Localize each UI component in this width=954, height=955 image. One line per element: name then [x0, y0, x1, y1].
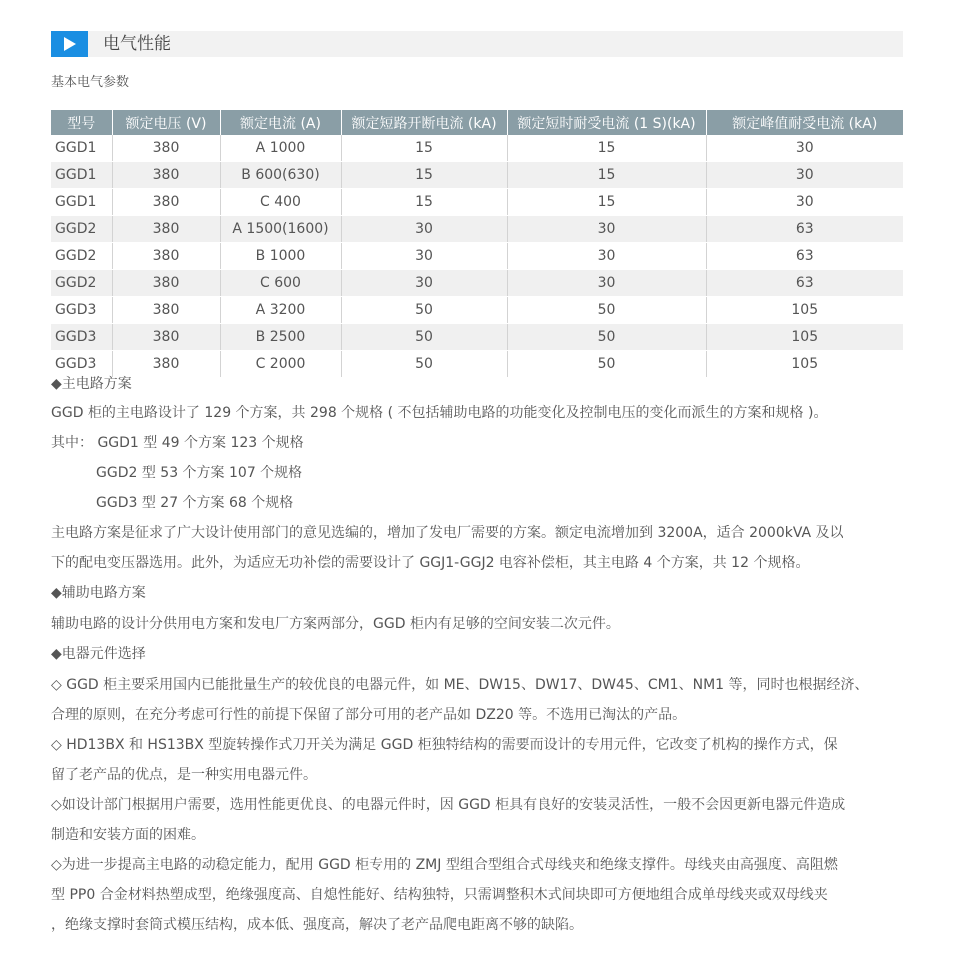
header-rated-voltage: 额定电压 (V) [112, 110, 220, 135]
cell-breaking: 50 [341, 324, 507, 351]
paragraph-line: GGD 柜的主电路设计了 129 个方案，共 298 个规格 ( 不包括辅助电路的功能变化及控制电压的变化而派生的方案和规格 )。 [51, 405, 828, 421]
cell-peak: 63 [706, 216, 903, 243]
cell-short-time: 15 [507, 162, 706, 189]
table-row [51, 216, 903, 243]
paragraph-line: 主电路方案是征求了广大设计使用部门的意见选编的，增加了发电厂需要的方案。额定电流增加到 3200A，适合 2000kVA 及以 [51, 525, 844, 541]
paragraph-line: 合理的原则，在充分考虑可行性的前提下保留了部分可用的老产品如 DZ20 等。不选用已淘汰的产品。 [51, 707, 687, 723]
cell-model: GGD1 [51, 189, 112, 216]
paragraph-line: 下的配电变压器选用。此外，为适应无功补偿的需要设计了 GGJ1-GGJ2 电容补偿柜，其主电路 4 个方案，共 12 个规格。 [51, 555, 810, 571]
cell-short-time: 15 [507, 189, 706, 216]
cell-current: C 600 [220, 270, 341, 297]
section-header [51, 31, 903, 57]
heading-aux-circuit: ◆辅助电路方案 [51, 585, 146, 601]
table-row [51, 351, 903, 378]
cell-voltage: 380 [112, 162, 220, 189]
cell-breaking: 15 [341, 189, 507, 216]
cell-model: GGD2 [51, 270, 112, 297]
header-model: 型号 [51, 110, 112, 135]
cell-model: GGD3 [51, 297, 112, 324]
cell-model: GGD2 [51, 243, 112, 270]
cell-model: GGD3 [51, 351, 112, 378]
cell-breaking: 15 [341, 162, 507, 189]
cell-peak: 105 [706, 297, 903, 324]
cell-peak: 63 [706, 270, 903, 297]
cell-voltage: 380 [112, 351, 220, 378]
header-breaking-current: 额定短路开断电流 (kA) [341, 110, 507, 135]
table-row [51, 270, 903, 297]
cell-breaking: 30 [341, 216, 507, 243]
paragraph-line: GGD2 型 53 个方案 107 个规格 [96, 465, 303, 481]
cell-short-time: 15 [507, 135, 706, 162]
header-short-time-current: 额定短时耐受电流 (1 S)(kA) [507, 110, 706, 135]
table-row [51, 135, 903, 162]
cell-short-time: 30 [507, 243, 706, 270]
paragraph-line: ◇为进一步提高主电路的动稳定能力，配用 GGD 柜专用的 ZMJ 型组合型组合式母线夹和绝缘支撑件。母线夹由高强度、高阻燃 [51, 857, 838, 873]
cell-short-time: 30 [507, 216, 706, 243]
table-row [51, 324, 903, 351]
cell-voltage: 380 [112, 243, 220, 270]
table-row [51, 189, 903, 216]
cell-voltage: 380 [112, 216, 220, 243]
cell-breaking: 50 [341, 297, 507, 324]
cell-peak: 30 [706, 189, 903, 216]
heading-components: ◆电器元件选择 [51, 646, 146, 662]
cell-breaking: 30 [341, 243, 507, 270]
paragraph-line: 其中： GGD1 型 49 个方案 123 个规格 [51, 435, 304, 451]
paragraph-line: 型 PP0 合金材料热塑成型，绝缘强度高、自熄性能好、结构独特，只需调整积木式间块即可方便地组合成单母线夹或双母线夹 [51, 887, 828, 903]
electrical-params-table [51, 110, 903, 378]
section-title: 电气性能 [103, 34, 171, 54]
cell-breaking: 50 [341, 351, 507, 378]
cell-peak: 30 [706, 135, 903, 162]
cell-peak: 63 [706, 243, 903, 270]
cell-voltage: 380 [112, 270, 220, 297]
cell-voltage: 380 [112, 135, 220, 162]
paragraph-line: ◇ HD13BX 和 HS13BX 型旋转操作式刀开关为满足 GGD 柜独特结构的需要而设计的专用元件，它改变了机构的操作方式，保 [51, 737, 838, 753]
cell-current: A 1000 [220, 135, 341, 162]
header-rated-current: 额定电流 (A) [220, 110, 341, 135]
cell-current: B 2500 [220, 324, 341, 351]
paragraph-line: ◇ GGD 柜主要采用国内已能批量生产的较优良的电器元件，如 ME、DW15、DW17、DW45、CM1、NM1 等，同时也根据经济、 [51, 677, 869, 693]
cell-breaking: 15 [341, 135, 507, 162]
cell-current: B 600(630) [220, 162, 341, 189]
cell-model: GGD2 [51, 216, 112, 243]
cell-peak: 30 [706, 162, 903, 189]
cell-short-time: 50 [507, 351, 706, 378]
cell-current: C 2000 [220, 351, 341, 378]
cell-short-time: 50 [507, 297, 706, 324]
heading-main-circuit: ◆主电路方案 [51, 376, 132, 392]
cell-peak: 105 [706, 324, 903, 351]
cell-current: B 1000 [220, 243, 341, 270]
paragraph-line: 留了老产品的优点，是一种实用电器元件。 [51, 767, 317, 783]
paragraph-line: 辅助电路的设计分供用电方案和发电厂方案两部分，GGD 柜内有足够的空间安装二次元件。 [51, 616, 620, 632]
cell-model: GGD1 [51, 162, 112, 189]
cell-model: GGD1 [51, 135, 112, 162]
table-caption: 基本电气参数 [51, 75, 130, 90]
table-row [51, 162, 903, 189]
header-peak-current: 额定峰值耐受电流 (kA) [706, 110, 903, 135]
cell-voltage: 380 [112, 189, 220, 216]
paragraph-line: ，绝缘支撑时套筒式模压结构，成本低、强度高，解决了老产品爬电距离不够的缺陷。 [51, 917, 583, 933]
cell-current: A 3200 [220, 297, 341, 324]
cell-voltage: 380 [112, 297, 220, 324]
play-arrow-icon [51, 31, 88, 57]
cell-peak: 105 [706, 351, 903, 378]
paragraph-line: ◇如设计部门根据用户需要，选用性能更优良、的电器元件时，因 GGD 柜具有良好的安装灵活性，一般不会因更新电器元件造成 [51, 797, 846, 813]
cell-current: A 1500(1600) [220, 216, 341, 243]
cell-short-time: 30 [507, 270, 706, 297]
cell-model: GGD3 [51, 324, 112, 351]
table-header-row [51, 110, 903, 135]
table-row [51, 243, 903, 270]
cell-voltage: 380 [112, 324, 220, 351]
table-row [51, 297, 903, 324]
cell-breaking: 30 [341, 270, 507, 297]
paragraph-line: GGD3 型 27 个方案 68 个规格 [96, 495, 294, 511]
paragraph-line: 制造和安装方面的困难。 [51, 827, 205, 843]
cell-short-time: 50 [507, 324, 706, 351]
cell-current: C 400 [220, 189, 341, 216]
